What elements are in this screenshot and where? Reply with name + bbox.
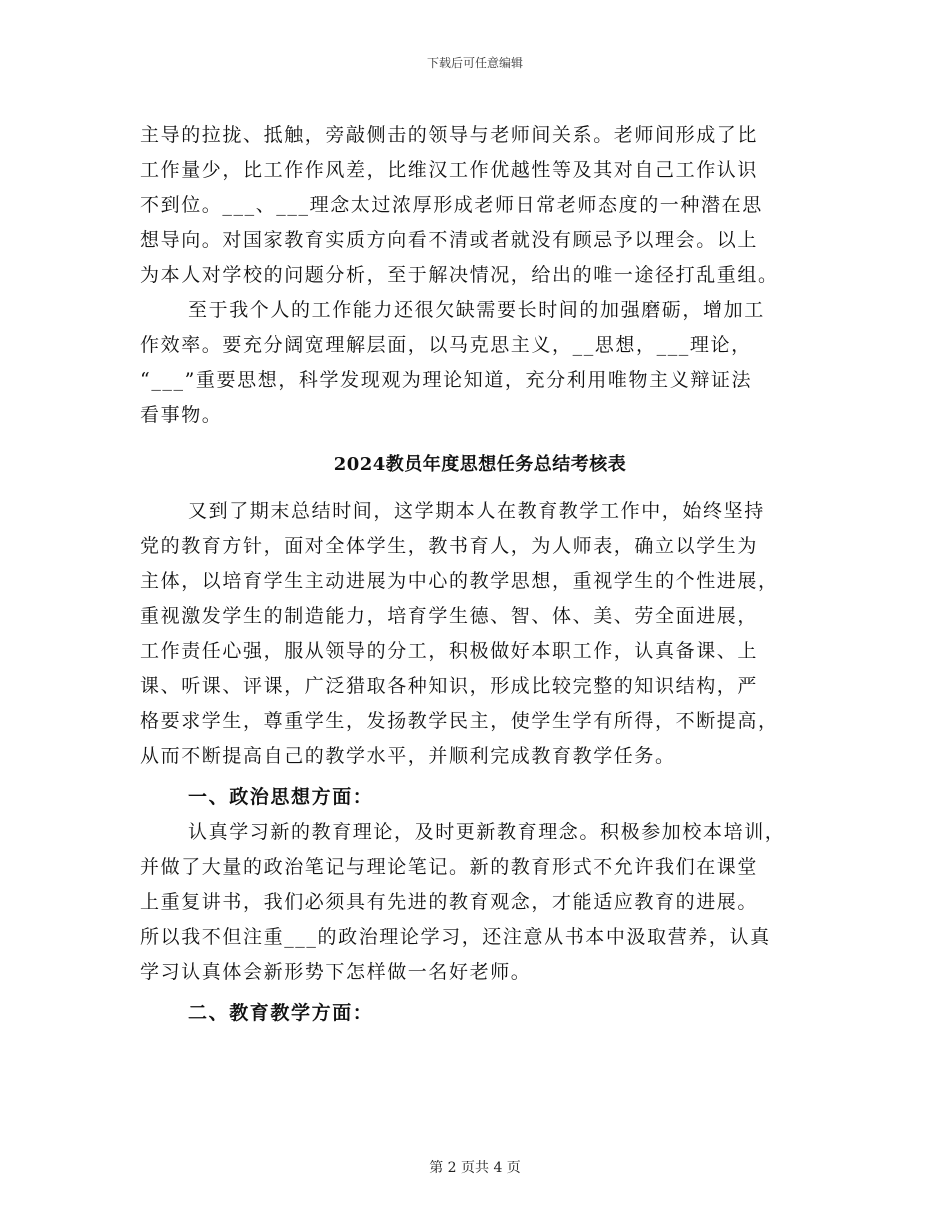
- section-heading: 一、政治思想方面：: [188, 786, 374, 808]
- page-footer: 第 2 页共 4 页: [429, 1160, 521, 1176]
- paragraph-line: 党的教育方针，面对全体学生，教书育人，为人师表，确立以学生为: [140, 535, 759, 557]
- paragraph-line: 为本人对学校的问题分析，至于解决情况，给出的唯一途径打乱重组。: [140, 264, 779, 286]
- paragraph-line: 课、听课、评课，广泛猎取各种知识，形成比较完整的知识结构，严: [140, 675, 759, 697]
- paragraph-line: 看事物。: [140, 404, 223, 426]
- paragraph-line: 至于我个人的工作能力还很欠缺需要长时间的加强磨砺，增加工: [188, 299, 765, 321]
- page-header: 下载后可任意编辑: [426, 56, 523, 70]
- paragraph-line: 作效率。要充分阔宽理解层面，以马克思主义，__思想，___理论，: [140, 334, 752, 356]
- paragraph-line: 并做了大量的政治笔记与理论笔记。新的教育形式不允许我们在课堂: [140, 856, 759, 878]
- paragraph-line: 工作责任心强，服从领导的分工，积极做好本职工作，认真备课、上: [140, 640, 759, 662]
- paragraph-line: 学习认真体会新形势下怎样做一名好老师。: [140, 961, 532, 983]
- paragraph-line: 又到了期末总结时间，这学期本人在教育教学工作中，始终坚持: [188, 500, 765, 522]
- paragraph-line: 主体，以培育学生主动进展为中心的教学思想，重视学生的个性进展，: [140, 570, 779, 592]
- document-title: 2024教员年度思想任务总结考核表: [333, 454, 627, 475]
- paragraph-line: “___”重要思想，科学发现观为理论知道，充分利用唯物主义辩证法: [140, 369, 753, 391]
- document-body: [140, 118, 820, 1031]
- paragraph-line: 格要求学生，尊重学生，发扬教学民主，使学生学有所得，不断提高，: [140, 710, 779, 732]
- paragraph-line: 重视激发学生的制造能力，培育学生德、智、体、美、劳全面进展，: [140, 605, 759, 627]
- paragraph-line: 上重复讲书，我们必须具有先进的教育观念，才能适应教育的进展。: [140, 891, 759, 913]
- paragraph-line: 认真学习新的教育理论，及时更新教育理念。积极参加校本培训，: [188, 821, 786, 843]
- paragraph-line: 工作量少，比工作作风差，比维汉工作优越性等及其对自己工作认识: [140, 159, 759, 181]
- paragraph-line: 想导向。对国家教育实质方向看不清或者就没有顾忌予以理会。以上: [140, 229, 759, 251]
- paragraph-line: 从而不断提高自己的教学水平，并顺利完成教育教学任务。: [140, 745, 676, 767]
- paragraph-line: 所以我不但注重___的政治理论学习，还注意从书本中汲取营养，认真: [140, 926, 771, 948]
- paragraph-line: 不到位。___、___理念太过浓厚形成老师日常老师态度的一种潜在思: [140, 194, 763, 216]
- paragraph-line: 主导的拉拢、抵触，旁敲侧击的领导与老师间关系。老师间形成了比: [140, 124, 759, 146]
- section-heading: 二、教育教学方面：: [188, 1002, 374, 1024]
